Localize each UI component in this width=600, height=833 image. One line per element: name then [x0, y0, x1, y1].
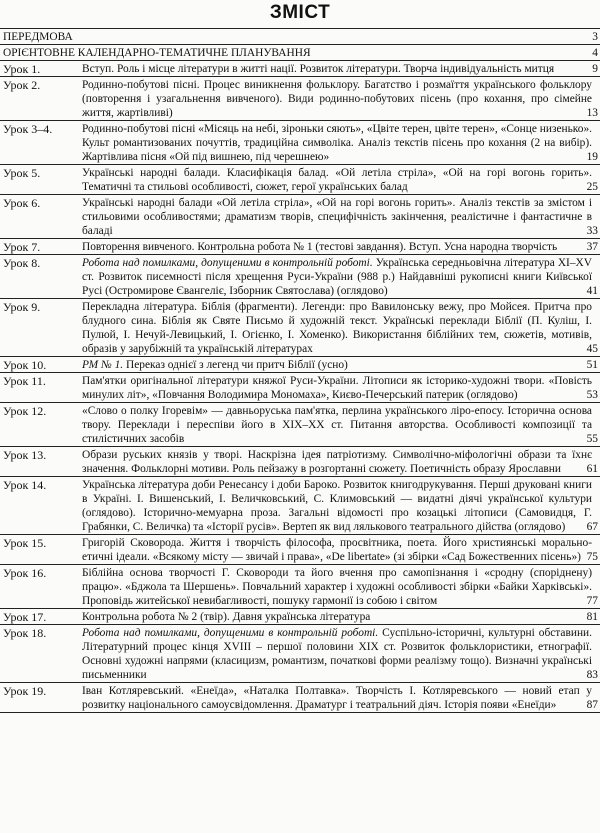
- toc-entry-text: ПЕРЕДМОВА: [3, 31, 73, 43]
- page-number: 75: [586, 551, 598, 563]
- page-number: 41: [586, 285, 598, 297]
- lesson-text-wrap: [82, 448, 592, 476]
- lesson-label: Урок 5.: [3, 166, 41, 180]
- page-number: 13: [586, 107, 598, 119]
- toc-row-planning[interactable]: [0, 44, 600, 60]
- page-number: 33: [586, 225, 598, 237]
- lesson-text-wrap: [82, 196, 592, 238]
- lesson-text-wrap: [82, 374, 592, 402]
- lesson-text: «Слово о полку Ігоревім» — давньоруська пам'ятка, перлина українського ліро-епосу. Історична основа твору. Переклади і переспіви його в XIX–XX ст. Питання авторства. Особливості композиції та стилістичних засобів: [82, 405, 592, 445]
- lesson-description: [82, 535, 600, 564]
- lesson-description: [82, 447, 600, 476]
- lesson-label: Урок 17.: [3, 610, 47, 624]
- lesson-text: Біблійна основа творчості Г. Сковороди та його вчення про самопізнання і «сродну (споріднену) працю». «Бджола та Шершень». Повчальний характер і художні особливості збірки «Байки Харківські». Проповідь житейської невибагливості, пошуку гармонії із собою і світом: [82, 567, 592, 607]
- lesson-text-wrap: [82, 626, 592, 682]
- page-title: ЗМІСТ: [269, 2, 331, 23]
- lesson-text-wrap: [82, 240, 592, 254]
- lesson-text: Українська середньовічна література XI–XV ст. Розвиток писемності після хрещення Руси-України (988 р.) Найдавніші рукописні книги Київської Русі (Остромирове Євангеліє, Ізборник Святослава) (оглядово): [82, 257, 592, 297]
- lesson-description: [82, 565, 600, 608]
- page-number: 55: [586, 433, 598, 445]
- toc-row-lesson[interactable]: [0, 624, 600, 682]
- lesson-label: Урок 12.: [3, 404, 47, 418]
- lesson-description: [82, 357, 600, 372]
- toc-row-lesson[interactable]: [0, 164, 600, 194]
- lesson-description: [82, 625, 600, 682]
- page-number: 37: [586, 241, 598, 253]
- page-number: 19: [586, 151, 598, 163]
- lesson-label: Урок 18.: [3, 626, 47, 640]
- toc-entry: [0, 45, 600, 60]
- lesson-label: Урок 13.: [3, 448, 47, 462]
- lesson-description: [82, 609, 600, 624]
- lesson-description: [82, 165, 600, 194]
- lesson-label: Урок 19.: [3, 684, 47, 698]
- toc-row-lesson[interactable]: [0, 120, 600, 164]
- lesson-text: Пам'ятки оригінальної літератури княжої Руси-України. Літописи як історико-художні твори. «Повість минулих літ», «Повчання Володимира Мономаха», Києво-Печерський патерик (оглядово): [82, 375, 592, 401]
- page-number: 67: [586, 521, 598, 533]
- lesson-italic-note: РМ № 1.: [82, 359, 124, 371]
- lesson-label: Урок 6.: [3, 196, 41, 210]
- lesson-label: Урок 9.: [3, 300, 41, 314]
- toc-row-lesson[interactable]: [0, 356, 600, 372]
- lesson-label: Урок 15.: [3, 536, 47, 550]
- page-number: 4: [592, 47, 598, 59]
- lesson-text-wrap: [82, 610, 592, 624]
- toc-row-lesson[interactable]: [0, 476, 600, 534]
- lesson-description: [82, 239, 600, 254]
- lesson-text-wrap: [82, 404, 592, 446]
- lesson-text: Григорій Сковорода. Життя і творчість філософа, просвітника, поета. Його християнські морально-етичні ідеали. «Всякому місту — звичай і права», «De libertate» (зі збірки «Сад Божественних пісень»): [82, 537, 592, 563]
- lesson-description: [82, 61, 600, 76]
- lesson-description: [82, 683, 600, 712]
- lesson-text-wrap: [82, 62, 592, 76]
- lesson-text-wrap: [82, 166, 592, 194]
- lesson-text: Українські народні балади. Класифікація балад. «Ой летіла стріла», «Ой на горі вогонь горить». Тематичні та стильові особливості, сюжет, герої українських балад: [82, 167, 592, 193]
- lesson-text-wrap: [82, 358, 592, 372]
- lesson-text: Родинно-побутові пісні «Місяць на небі, зіроньки сяють», «Цвіте терен, цвіте терен», «Сонце низенько». Культ романтизованих почуттів, традиційна символіка. Аналіз текстів пісень про кохання (2 на вибір). Жартівлива пісня «Ой під вишнею, під черешнею»: [82, 123, 592, 163]
- lesson-description: [82, 477, 600, 534]
- toc-row-lesson[interactable]: [0, 446, 600, 476]
- lesson-text: Іван Котляревський. «Енеїда», «Наталка Полтавка». Творчість І. Котляревського — новий етап у розвитку національного самоусвідомлення. Драматург і театральний діяч. Історія появи «Енеїди»: [82, 685, 592, 711]
- toc-row-lesson[interactable]: [0, 608, 600, 624]
- page-number: 51: [586, 359, 598, 371]
- page-number: 3: [592, 31, 598, 43]
- lesson-text: Вступ. Роль і місце літератури в житті нації. Розвиток літератури. Творча індивідуальність митця: [82, 63, 555, 75]
- toc-row-lesson[interactable]: [0, 60, 600, 76]
- page-number: 61: [586, 463, 598, 475]
- toc-row-preface[interactable]: [0, 28, 600, 44]
- lesson-text: Контрольна робота № 2 (твір). Давня українська література: [82, 611, 371, 623]
- lesson-label: Урок 11.: [3, 374, 46, 388]
- lesson-description: [82, 403, 600, 446]
- toc-row-lesson[interactable]: [0, 298, 600, 356]
- page-number: 83: [586, 669, 598, 681]
- lesson-text-wrap: [82, 478, 592, 534]
- page-number: 9: [592, 63, 598, 75]
- page-number: 25: [586, 181, 598, 193]
- toc-row-lesson[interactable]: [0, 534, 600, 564]
- lesson-text: Переказ однієї з легенд чи притч Біблії (усно): [126, 359, 348, 371]
- lesson-label: Урок 2.: [3, 78, 41, 92]
- page-number: 53: [586, 389, 598, 401]
- lesson-label: Урок 16.: [3, 566, 47, 580]
- page-number: 77: [586, 595, 598, 607]
- toc-row-lesson[interactable]: [0, 402, 600, 446]
- lesson-italic-note: Робота над помилками, допущеними в контрольній роботі.: [82, 257, 373, 269]
- toc-entry-text: ОРІЄНТОВНЕ КАЛЕНДАРНО-ТЕМАТИЧНЕ ПЛАНУВАННЯ: [3, 47, 311, 59]
- lesson-description: [82, 121, 600, 164]
- lesson-description: [82, 299, 600, 356]
- toc-row-lesson[interactable]: [0, 254, 600, 298]
- lesson-text-wrap: [82, 566, 592, 608]
- lesson-label: Урок 10.: [3, 358, 47, 372]
- toc-row-lesson[interactable]: [0, 682, 600, 713]
- toc-entry: [0, 29, 600, 44]
- lesson-text: Суспільно-історичні, культурні обставини. Літературний процес кінця XVIII – першої половини XIX ст. Розвиток фольклористики, етнографії. Основні художні напрями (класицизм, романтизм, початкові форми реалізму тощо). Визначні українські письменники: [82, 627, 592, 681]
- lesson-text-wrap: [82, 536, 592, 564]
- lesson-description: [82, 255, 600, 298]
- lesson-text: Повторення вивченого. Контрольна робота № 1 (тестові завдання). Вступ. Усна народна творчість: [82, 241, 558, 253]
- toc-row-lesson[interactable]: [0, 76, 600, 120]
- lesson-text: Перекладна література. Біблія (фрагменти). Легенди: про Вавилонську вежу, про Мойсея. Притча про блудного сина. Біблія як Святе Письмо й художній текст. Українські переклади Біблії (П. Куліш, І. Пулюй, І. Нечуй-Левицький, І. Огієнко, І. Хоменко). Використання біблійних тем, сюжетів, мотивів, образів у зарубіжній та українській літературах: [82, 301, 592, 355]
- lesson-text-wrap: [82, 122, 592, 164]
- lesson-label: Урок 14.: [3, 478, 47, 492]
- toc-row-lesson[interactable]: [0, 238, 600, 254]
- lesson-text: Українська література доби Ренесансу і доби Бароко. Розвиток книгодрукування. Перші друковані книги в Україні. І. Вишенський, І. Величковський, С. Климовський — видатні діячі української культури (оглядово). Історично-мемуарна проза. Загальні відомості про козацькі літописи (Самовидця, Г. Грабянки, С. Величка) та «Історії русів». Вертеп як вид лялькового театрального дійства (оглядово): [82, 479, 592, 533]
- page-number: 87: [586, 699, 598, 711]
- toc-row-lesson[interactable]: [0, 564, 600, 608]
- lesson-text-wrap: [82, 256, 592, 298]
- lesson-text-wrap: [82, 78, 592, 120]
- toc-row-lesson[interactable]: [0, 372, 600, 402]
- lesson-description: [82, 195, 600, 238]
- lesson-description: [82, 373, 600, 402]
- page-number: 45: [586, 343, 598, 355]
- lesson-label: Урок 3–4.: [3, 122, 53, 136]
- page-number: 81: [586, 611, 598, 623]
- lesson-label: Урок 8.: [3, 256, 41, 270]
- lesson-text-wrap: [82, 300, 592, 356]
- lesson-text: Родинно-побутові пісні. Процес виникнення фольклору. Багатство і розмаїття українського фольклору (повторення і узагальнення вивченого). Види родинно-побутових пісень (про кохання, про сімейне життя, жартівливі): [82, 79, 592, 119]
- lesson-label: Урок 1.: [3, 62, 41, 76]
- lesson-description: [82, 77, 600, 120]
- lesson-text: Образи руських князів у творі. Наскрізна ідея патріотизму. Символічно-міфологічні образи та їхнє значення. Фольклорні мотиви. Роль пейзажу в розгортанні сюжету. Поетичність образу Ярославни: [82, 449, 592, 475]
- toc-row-lesson[interactable]: [0, 194, 600, 238]
- toc-table: [0, 28, 600, 713]
- lesson-italic-note: Робота над помилками, допущеними в контрольній роботі.: [82, 627, 379, 639]
- lesson-text-wrap: [82, 684, 592, 712]
- lesson-label: Урок 7.: [3, 240, 41, 254]
- lesson-text: Українські народні балади «Ой летіла стріла», «Ой на горі вогонь горить». Аналіз текстів за змістом і стильовими особливостями; драматизм творів, специфічність закінчення, реалістичне і фантастичне в баладі: [82, 197, 592, 237]
